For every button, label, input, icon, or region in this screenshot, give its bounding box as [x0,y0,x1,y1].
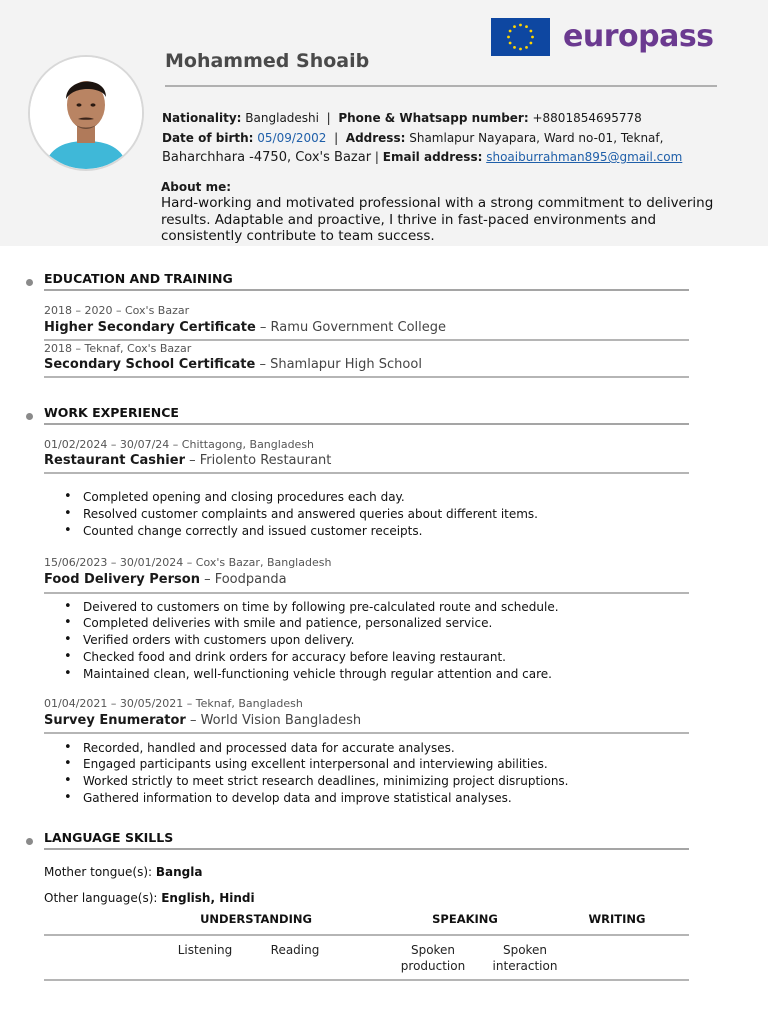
section-dot [26,838,33,845]
institution: – Shamlapur High School [255,357,422,372]
degree: Higher Secondary Certificate [44,320,256,335]
other-languages: Other language(s): English, Hindi [44,891,255,905]
education-entry [44,320,446,335]
section-divider [44,289,689,291]
europass-logo: europass [563,19,714,54]
email-link[interactable]: shoaiburrahman895@gmail.com [486,150,683,164]
address-value-2: Baharchhara -4750, Cox's Bazar [162,150,372,165]
job-entry [44,713,361,728]
nationality-value: Bangladeshi [245,111,319,125]
job-role: Food Delivery Person [44,572,200,587]
address-label: Address: [345,131,406,145]
entry-divider [44,472,689,474]
job-meta: 01/04/2021 – 30/05/2021 – Teknaf, Bangladesh [44,697,303,710]
sub-spoken-production: Spoken production [400,943,466,973]
work-title: WORK EXPERIENCE [44,405,179,420]
address-value-1: Shamlapur Nayapara, Ward no-01, Teknaf, [409,131,664,145]
degree: Secondary School Certificate [44,357,256,372]
sub-listening: Listening [177,943,233,957]
section-divider [44,423,689,425]
entry-divider [44,592,689,594]
candidate-name: Mohammed Shoaib [165,50,370,72]
job-entry [44,572,287,587]
separator: | [374,150,379,164]
job-entry [44,453,331,468]
job-role: Survey Enumerator [44,713,186,728]
separator: | [326,111,331,125]
dob-label: Date of birth: [162,131,254,145]
name-divider [165,85,717,87]
entry-divider [44,339,689,341]
entry-divider [44,732,689,734]
job-meta: 15/06/2023 – 30/01/2024 – Cox's Bazar, Bangladesh [44,556,332,569]
job-employer: – Friolento Restaurant [184,453,332,468]
job-role: Restaurant Cashier [44,453,185,468]
section-dot [26,413,33,420]
separator: | [334,131,339,145]
entry-divider [44,376,689,378]
info-line-2 [162,131,663,145]
table-divider [44,979,689,981]
education-title: EDUCATION AND TRAINING [44,271,233,286]
phone-value: +8801854695778 [532,111,642,125]
sub-spoken-interaction: Spoken interaction [492,943,558,973]
eu-flag-icon [491,18,550,56]
header-speaking: SPEAKING [432,912,498,926]
header-writing: WRITING [588,912,646,926]
table-divider [44,934,689,936]
mother-tongue: Mother tongue(s): Bangla [44,865,203,879]
about-title: About me: [161,180,232,194]
info-line-1 [162,111,642,125]
education-entry [44,357,422,372]
phone-label: Phone & Whatsapp number: [338,111,529,125]
nationality-label: Nationality: [162,111,242,125]
profile-photo [28,55,144,171]
about-text: Hard-working and motivated professional with a strong commitment to delivering results. Adaptable and proactive, I thrive in fast-paced environments and consistently contribute to team success. [161,195,714,244]
education-meta: 2018 – 2020 – Cox's Bazar [44,304,190,317]
language-title: LANGUAGE SKILLS [44,830,174,845]
header-understanding: UNDERSTANDING [200,912,312,926]
section-dot [26,279,33,286]
section-divider [44,848,689,850]
dob-value: 05/09/2002 [257,131,327,145]
institution: – Ramu Government College [255,320,447,335]
info-line-3 [162,150,682,165]
education-meta: 2018 – Teknaf, Cox's Bazar [44,342,192,355]
job-employer: – World Vision Bangladesh [185,713,362,728]
sub-reading: Reading [270,943,320,957]
job-employer: – Foodpanda [199,572,287,587]
email-label: Email address: [382,150,483,164]
job-meta: 01/02/2024 – 30/07/24 – Chittagong, Bangladesh [44,438,315,451]
